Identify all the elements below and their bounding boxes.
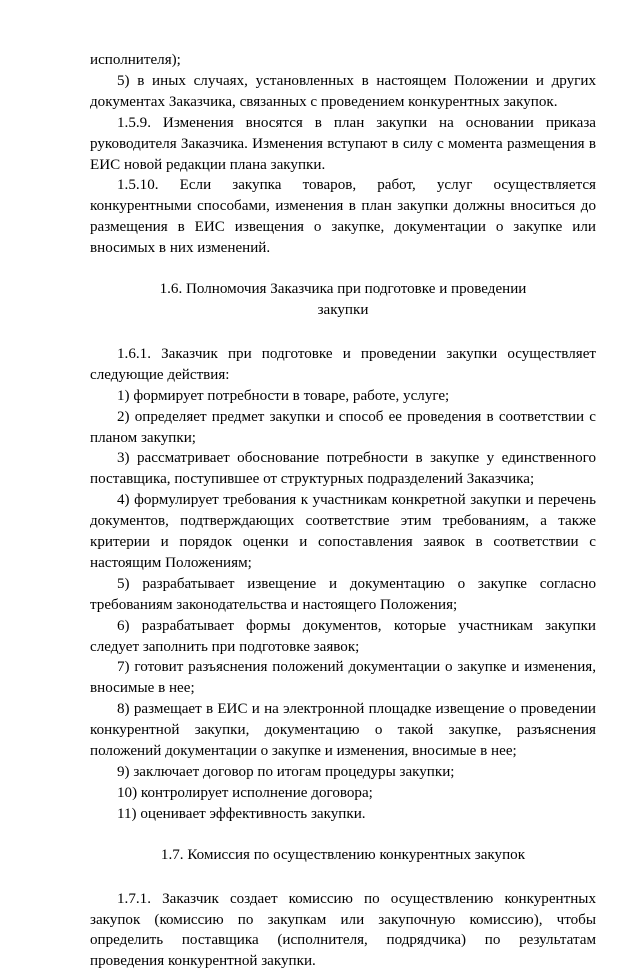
section-heading-1-7: 1.7. Комиссия по осуществлению конкурентных закупок xyxy=(160,846,526,863)
list-item-8: 8) размещает в ЕИС и на электронной площадке извещение о проведении конкурентной закупки, документацию о такой закупке, разъяснения положений документации о закупке и изменения, вносимые в нее; xyxy=(90,701,596,760)
paragraph-1-6-1: 1.6.1. Заказчик при подготовке и проведении закупки осуществляет следующие действия: xyxy=(90,345,596,383)
list-item-9: 9) заключает договор по итогам процедуры закупки; xyxy=(117,764,455,780)
list-item-3: 3) рассматривает обоснование потребности в закупке у единственного поставщика, поступившее от структурных подразделений Заказчика; xyxy=(90,450,596,488)
list-item-10: 10) контролирует исполнение договора; xyxy=(117,784,373,801)
list-item-1: 1) формирует потребности в товаре, работе, услуге; xyxy=(117,387,450,404)
list-item-5: 5) разрабатывает извещение и документацию о закупке согласно требованиям законодательства и настоящего Положения; xyxy=(90,575,596,613)
list-item-2: 2) определяет предмет закупки и способ ее проведения в соответствии с планом закупки; xyxy=(90,408,596,446)
section-heading-1-6-line1: 1.6. Полномочия Заказчика при подготовке и проведении xyxy=(159,281,527,298)
paragraph-1-5-9: 1.5.9. Изменения вносятся в план закупки на основании приказа руководителя Заказчика. Изменения вступают в силу с момента размещения в ЕИС новой редакции плана закупки. xyxy=(90,114,596,173)
list-item-6: 6) разрабатывает формы документов, которые участникам закупки следует заполнить при подготовке заявок; xyxy=(90,617,596,655)
list-item-4: 4) формулирует требования к участникам конкретной закупки и перечень документов, подтверждающих соответствие этим требованиям, а также критерии и порядок оценки и сопоставления заявок в соответствии с настоящим Положениям; xyxy=(90,492,596,571)
section-heading-1-6-line2: закупки xyxy=(317,301,369,318)
paragraph-item-5: 5) в иных случаях, установленных в настоящем Положении и других документах Заказчика, связанных с проведением конкурентных закупок. xyxy=(90,72,596,110)
paragraph-1-7-1: 1.7.1. Заказчик создает комиссию по осуществлению конкурентных закупок (комиссию по закупкам или закупочную комиссию), чтобы определить поставщика (исполнителя, подрядчика) по результатам проведения конкурентной закупки. xyxy=(90,890,596,970)
paragraph-1-5-10: 1.5.10. Если закупка товаров, работ, услуг осуществляется конкурентными способами, изменения в план закупки должны вноситься до размещения в ЕИС извещения о закупке, документации о закупке или вносимых в них изменений. xyxy=(90,177,596,257)
paragraph-continuation: исполнителя); xyxy=(90,52,181,68)
list-item-11: 11) оценивает эффективность закупки. xyxy=(117,805,366,822)
list-item-7: 7) готовит разъяснения положений документации о закупке и изменения, вносимые в нее; xyxy=(90,659,596,697)
